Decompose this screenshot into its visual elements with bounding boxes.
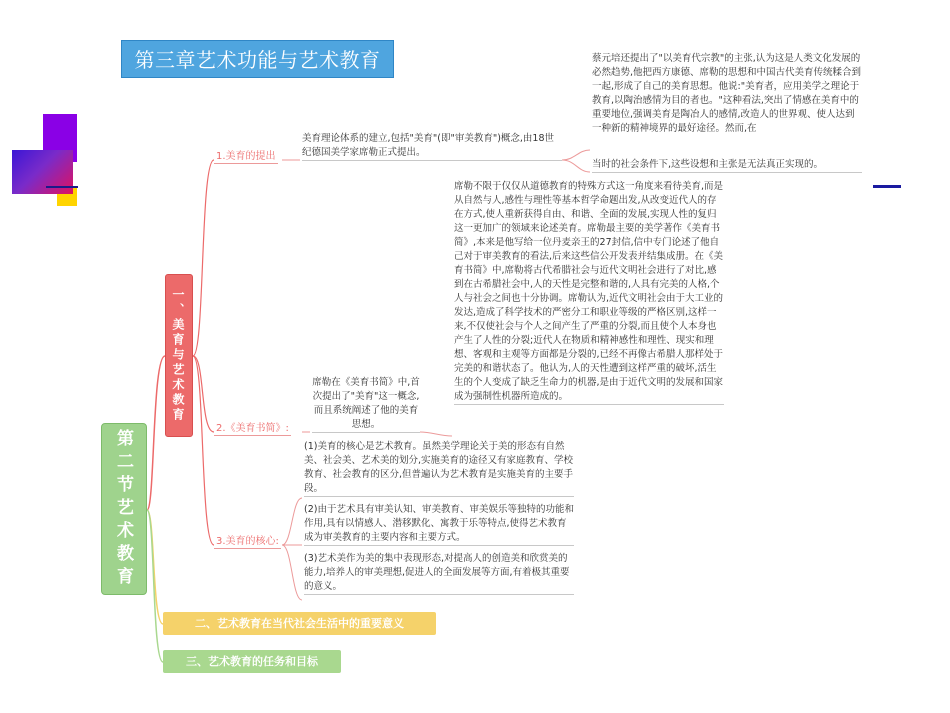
core-item-3: (3)艺术美作为美的集中表现形态,对提高人的创造美和欣赏美的能力,培养人的审美理想,促进人的全面发展等方面,有着极其重要的意义。 [304,552,574,595]
core-item-2: (2)由于艺术具有审美认知、审美教育、审美娱乐等独特的功能和作用,具有以情感人、潜移默化、寓教于乐等特点,使得艺术教育成为审美教育的主要内容和主要方式。 [304,503,574,546]
connector-sub1-extra [562,150,590,160]
sub-node-letters[interactable]: 2.《美育书简》: [214,419,291,436]
branch-tasks-goals[interactable]: 三、艺术教育的任务和目标 [163,650,341,673]
origin-extra-text-2: 当时的社会条件下,这些设想和主张是无法真正实现的。 [592,158,862,173]
connector-sub1 [193,160,214,356]
connector-branch1 [147,356,165,510]
connector-sub3 [193,356,214,545]
branch-aesthetic-education[interactable]: 一、美育与艺术教育 [165,274,193,437]
connector-sub3-item3 [282,545,302,600]
connector-sub1-extra2 [562,160,590,172]
core-item-1: (1)美育的核心是艺术教育。虽然美学理论关于美的形态有自然美、社会美、艺术美的划分,实施美育的途径又有家庭教育、学校教育、社会教育的区分,但普遍认为艺术教育是实施美育的主要手段。 [304,440,574,497]
letters-detail-text: 席勒不限于仅仅从道德教育的特殊方式这一角度来看待美育,而是从自然与人,感性与理性等基本哲学命题出发,从改变近代人的存在方式,使人重新获得自由、和谐、全面的发展,实现人性的复归这一更加广的领域来论述美育。席勒最主要的美学著作《美育书简》,本来是他写给一位丹麦亲王的27封信,信中专门论述了他自己对于审美教育的看法,后来这些信公开发表并结集成册。在《美育书简》中,席勒将古代希腊社会与近代文明社会进行了对比,感到在古希腊社会中,人的天性是完整和谐的,人具有完美的人格,个人与社会之间也十分协调。席勒认为,近代文明社会由于大工业的发达,造成了科学技术的严密分工和职业等级的严格区别,这样一来,不仅使社会与个人之间产生了严重的分裂,而且使个人本身也产生了人性的分裂;近代人在物质和精神感性和理性、现实和理想、客观和主观等方面都是分裂的,已经不再像古希腊人那样处于完美的和谐状态了。他认为,人的天性遭到这样严重的破坏,活生生的个人变成了缺乏生命力的机器,是由于近代文明的发展和国家成为强制性机器所造成的。 [454,180,724,405]
connector-sub2-detail [420,432,452,436]
connector-sub2 [193,356,214,432]
page-title: 第三章艺术功能与艺术教育 [121,40,394,78]
branch-significance[interactable]: 二、艺术教育在当代社会生活中的重要意义 [163,612,436,635]
sub-node-origin[interactable]: 1.美育的提出 [214,147,278,164]
connector-sub3-item1 [282,498,302,545]
letters-text: 席勒在《美育书简》中,首次提出了"美育"这一概念,而且系统阐述了他的美育思想。 [312,376,420,433]
section-node[interactable]: 第二节艺术教育 [101,423,147,595]
origin-text: 美育理论体系的建立,包括"美育"(即"审美教育")概念,由18世纪德国美学家席勒正式提出。 [302,132,562,161]
origin-extra-text: 蔡元培还提出了"以美育代宗教"的主张,认为这是人类文化发展的必然趋势,他把西方康德、席勒的思想和中国古代美育传统糅合到一起,形成了自己的美育思想。他说:"美育者，应用美学之理论于教育,以陶治感情为目的者也。"这种看法,突出了情感在美育中的重要地位,强调美育是陶冶人的感情,改造人的世界观、使人达到一种新的精神境界的最好途径。然而,在 [592,53,862,134]
sub-node-core[interactable]: 3.美育的核心: [214,532,281,549]
